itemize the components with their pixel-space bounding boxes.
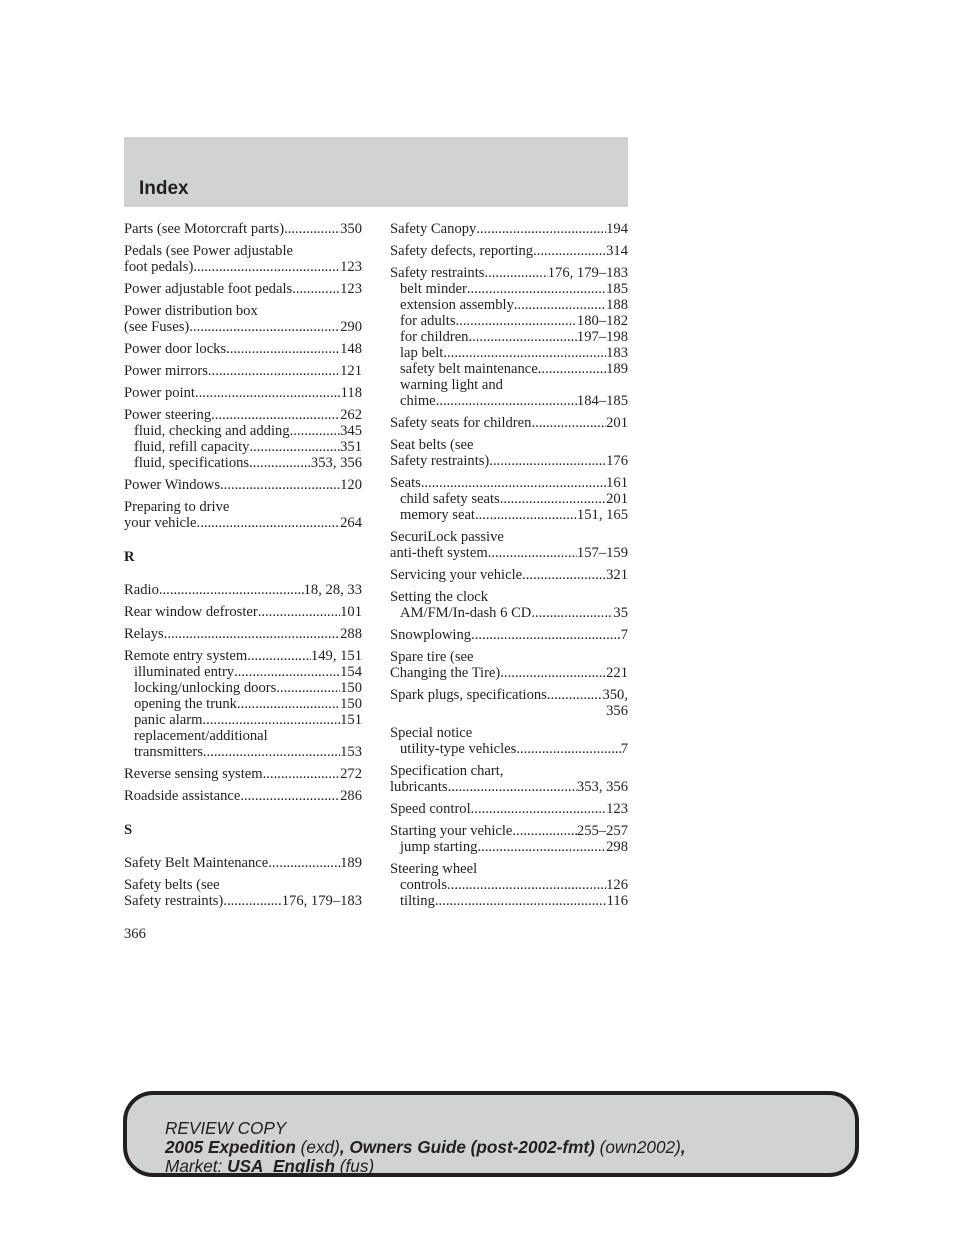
entry-text: Speed control bbox=[390, 801, 471, 817]
index-entry bbox=[124, 604, 362, 620]
page-reference: 353, 356 bbox=[310, 455, 362, 471]
leader-dots bbox=[443, 345, 606, 361]
entry-text: Steering wheel bbox=[390, 861, 478, 877]
entry-text: fluid, checking and adding bbox=[134, 423, 290, 439]
page-reference: 151 bbox=[340, 712, 362, 728]
entry-text: extension assembly bbox=[400, 297, 514, 313]
page-reference: 189 bbox=[606, 361, 628, 377]
leader-dots bbox=[531, 415, 606, 431]
footer-market: USA_English bbox=[227, 1156, 336, 1176]
page-reference: 153 bbox=[340, 744, 362, 760]
page-reference: 356 bbox=[606, 703, 628, 719]
index-subentry bbox=[390, 361, 628, 377]
page-title: Index bbox=[139, 178, 189, 199]
page-reference: 176, 179–183 bbox=[547, 265, 628, 281]
index-entry bbox=[124, 582, 362, 598]
index-entry-line bbox=[390, 475, 628, 491]
page-reference: 350 bbox=[340, 221, 362, 237]
leader-dots bbox=[258, 604, 340, 620]
entry-text: Servicing your vehicle bbox=[390, 567, 523, 583]
entry-text: Power steering bbox=[124, 407, 212, 423]
index-entry-line bbox=[390, 763, 628, 779]
entry-text: Safety Belt Maintenance bbox=[124, 855, 269, 871]
page-reference: 35 bbox=[613, 605, 628, 621]
leader-dots bbox=[220, 477, 340, 493]
index-subentry bbox=[390, 313, 628, 329]
entry-text: Power Windows bbox=[124, 477, 221, 493]
entry-text: opening the trunk bbox=[134, 696, 237, 712]
page-reference: 264 bbox=[340, 515, 362, 531]
page-reference: 314 bbox=[606, 243, 628, 259]
entry-text: Safety seats for children bbox=[390, 415, 532, 431]
leader-dots bbox=[237, 696, 340, 712]
page-reference: 350, bbox=[602, 687, 628, 703]
index-entry bbox=[124, 766, 362, 782]
leader-dots bbox=[512, 823, 577, 839]
index-entry bbox=[390, 861, 628, 909]
index-subentry bbox=[390, 491, 628, 507]
review-copy-footer bbox=[123, 1091, 859, 1177]
entry-text: transmitters bbox=[134, 744, 203, 760]
index-entry-line bbox=[390, 529, 628, 545]
page-reference: 197–198 bbox=[576, 329, 628, 345]
page-reference: 121 bbox=[340, 363, 362, 379]
leader-dots bbox=[223, 893, 281, 909]
index-entry bbox=[390, 437, 628, 469]
leader-dots bbox=[290, 423, 340, 439]
index-entry bbox=[124, 303, 362, 335]
entry-text: Specification chart, bbox=[390, 763, 504, 779]
entry-text: warning light and bbox=[400, 377, 503, 393]
leader-dots bbox=[533, 243, 606, 259]
page-reference: 353, 356 bbox=[576, 779, 628, 795]
page-reference: 148 bbox=[340, 341, 362, 357]
index-column-right bbox=[390, 221, 628, 915]
leader-dots bbox=[211, 407, 340, 423]
entry-text: foot pedals) bbox=[124, 259, 194, 275]
page-reference: 149, 151 bbox=[310, 648, 362, 664]
index-subentry bbox=[390, 893, 628, 909]
entry-text: your vehicle bbox=[124, 515, 197, 531]
leader-dots bbox=[488, 545, 577, 561]
entry-text: anti-theft system bbox=[390, 545, 488, 561]
index-subentry bbox=[390, 839, 628, 855]
index-entry-line bbox=[124, 281, 362, 297]
page-reference: 116 bbox=[606, 893, 628, 909]
index-entry-line bbox=[124, 648, 362, 664]
page-reference: 183 bbox=[606, 345, 628, 361]
index-column-left bbox=[124, 221, 362, 915]
index-entry-line bbox=[390, 589, 628, 605]
index-entry bbox=[124, 243, 362, 275]
page-reference: 272 bbox=[340, 766, 362, 782]
leader-dots bbox=[202, 712, 340, 728]
page-reference: 151, 165 bbox=[576, 507, 628, 523]
index-subentry bbox=[124, 696, 362, 712]
entry-text: Starting your vehicle bbox=[390, 823, 513, 839]
footer-market-code: (fus) bbox=[339, 1156, 375, 1176]
leader-dots bbox=[249, 455, 311, 471]
entry-text: Seat belts (see bbox=[390, 437, 474, 453]
entry-text: replacement/additional bbox=[134, 728, 268, 744]
leader-dots bbox=[268, 855, 340, 871]
index-subentry bbox=[390, 877, 628, 893]
leader-dots bbox=[448, 779, 577, 795]
index-entry-line bbox=[124, 766, 362, 782]
page-reference: 189 bbox=[340, 855, 362, 871]
leader-dots bbox=[475, 507, 577, 523]
entry-text: Spark plugs, specifications bbox=[390, 687, 547, 703]
header-band bbox=[124, 137, 628, 207]
entry-text: Parts (see Motorcraft parts) bbox=[124, 221, 285, 237]
page-reference: 123 bbox=[340, 259, 362, 275]
entry-text: child safety seats bbox=[400, 491, 500, 507]
index-entry bbox=[390, 529, 628, 561]
index-subentry bbox=[124, 712, 362, 728]
index-entry bbox=[124, 281, 362, 297]
footer-review-copy: REVIEW COPY bbox=[165, 1118, 287, 1138]
index-entry-line bbox=[124, 877, 362, 893]
index-entry bbox=[390, 687, 628, 719]
index-entry-line bbox=[124, 319, 362, 335]
leader-dots bbox=[203, 744, 340, 760]
entry-text: Radio bbox=[124, 582, 159, 598]
leader-dots bbox=[197, 515, 341, 531]
entry-text: lap belt bbox=[400, 345, 444, 361]
index-subentry bbox=[124, 664, 362, 680]
index-entry bbox=[390, 801, 628, 817]
entry-text: belt minder bbox=[400, 281, 467, 297]
index-entry-line bbox=[124, 243, 362, 259]
leader-dots bbox=[467, 281, 606, 297]
index-entry-line bbox=[124, 788, 362, 804]
page-reference: 201 bbox=[606, 415, 628, 431]
leader-dots bbox=[208, 363, 340, 379]
entry-text: fluid, specifications bbox=[134, 455, 250, 471]
index-entry-line bbox=[124, 604, 362, 620]
page-reference: 185 bbox=[606, 281, 628, 297]
entry-text: Rear window defroster bbox=[124, 604, 258, 620]
page-reference: 180–182 bbox=[576, 313, 628, 329]
leader-dots bbox=[522, 567, 606, 583]
index-subentry bbox=[124, 423, 362, 439]
index-entry-line bbox=[390, 823, 628, 839]
footer-guide: , Owners Guide (post-2002-fmt) bbox=[339, 1137, 595, 1157]
entry-text: for children bbox=[400, 329, 469, 345]
index-entry bbox=[390, 725, 628, 757]
index-entry bbox=[124, 626, 362, 642]
leader-dots bbox=[435, 893, 607, 909]
leader-dots bbox=[447, 877, 606, 893]
page-reference: 126 bbox=[606, 877, 628, 893]
leader-dots bbox=[531, 605, 613, 621]
page-reference: 351 bbox=[340, 439, 362, 455]
leader-dots bbox=[476, 221, 606, 237]
leader-dots bbox=[276, 680, 340, 696]
entry-text: safety belt maintenance bbox=[400, 361, 538, 377]
entry-text: Spare tire (see bbox=[390, 649, 474, 665]
footer-model: 2005 Expedition bbox=[165, 1137, 296, 1157]
index-entry bbox=[390, 567, 628, 583]
leader-dots bbox=[234, 664, 340, 680]
index-entry bbox=[124, 477, 362, 493]
index-entry-line bbox=[390, 221, 628, 237]
entry-text: Remote entry system bbox=[124, 648, 248, 664]
page-reference: 123 bbox=[340, 281, 362, 297]
index-subentry bbox=[124, 744, 362, 760]
index-entry-line bbox=[390, 861, 628, 877]
index-entry bbox=[390, 823, 628, 855]
leader-dots bbox=[547, 687, 603, 703]
entry-text: Preparing to drive bbox=[124, 499, 230, 515]
index-subentry bbox=[124, 680, 362, 696]
index-entry-line bbox=[124, 477, 362, 493]
section-letter: R bbox=[124, 549, 135, 565]
leader-dots bbox=[489, 453, 606, 469]
index-entry-line bbox=[124, 221, 362, 237]
index-entry-line bbox=[390, 453, 628, 469]
page-number: 366 bbox=[124, 926, 146, 942]
index-entry-line bbox=[124, 893, 362, 909]
index-entry-line bbox=[124, 626, 362, 642]
entry-text: Pedals (see Power adjustable bbox=[124, 243, 293, 259]
index-entry bbox=[124, 648, 362, 760]
page-reference: 188 bbox=[606, 297, 628, 313]
index-entry bbox=[390, 763, 628, 795]
page-reference: 290 bbox=[340, 319, 362, 335]
index-entry-line bbox=[124, 407, 362, 423]
page-reference: 154 bbox=[340, 664, 362, 680]
index-entry-line bbox=[390, 703, 628, 719]
index-entry-line bbox=[390, 665, 628, 681]
index-subentry bbox=[390, 345, 628, 361]
entry-text: controls bbox=[400, 877, 448, 893]
page-reference: 255–257 bbox=[576, 823, 628, 839]
leader-dots bbox=[436, 393, 577, 409]
index-entry bbox=[124, 877, 362, 909]
entry-text: Safety Canopy bbox=[390, 221, 477, 237]
leader-dots bbox=[292, 281, 340, 297]
index-entry bbox=[390, 415, 628, 431]
leader-dots bbox=[468, 329, 576, 345]
index-entry-line bbox=[390, 725, 628, 741]
index-entry-line bbox=[390, 649, 628, 665]
page-reference: 298 bbox=[606, 839, 628, 855]
leader-dots bbox=[471, 801, 606, 817]
section-letter: S bbox=[124, 822, 133, 838]
index-entry-line bbox=[390, 801, 628, 817]
index-entry-line bbox=[124, 499, 362, 515]
entry-text: AM/FM/In-dash 6 CD bbox=[400, 605, 532, 621]
leader-dots bbox=[456, 313, 577, 329]
page-reference: 194 bbox=[606, 221, 628, 237]
leader-dots bbox=[240, 788, 340, 804]
index-entry bbox=[124, 385, 362, 401]
index-entry-line bbox=[124, 515, 362, 531]
index-entry bbox=[390, 243, 628, 259]
entry-text: utility-type vehicles bbox=[400, 741, 517, 757]
entry-text: jump starting bbox=[400, 839, 478, 855]
entry-text: Power door locks bbox=[124, 341, 227, 357]
page-reference: 345 bbox=[340, 423, 362, 439]
leader-dots bbox=[477, 839, 606, 855]
entry-text: locking/unlocking doors bbox=[134, 680, 277, 696]
page-reference: 286 bbox=[340, 788, 362, 804]
page-reference: 176, 179–183 bbox=[281, 893, 362, 909]
footer-model-code: (exd) bbox=[300, 1137, 340, 1157]
index-entry-line bbox=[124, 582, 362, 598]
page-reference: 7 bbox=[620, 741, 628, 757]
page-reference: 288 bbox=[340, 626, 362, 642]
entry-text: Setting the clock bbox=[390, 589, 489, 605]
index-entry-line bbox=[390, 545, 628, 561]
index-subentry bbox=[390, 605, 628, 621]
index-entry-line bbox=[390, 627, 628, 643]
page-reference: 262 bbox=[340, 407, 362, 423]
entry-text: tilting bbox=[400, 893, 435, 909]
entry-text: Safety defects, reporting bbox=[390, 243, 534, 259]
page-reference: 120 bbox=[340, 477, 362, 493]
index-entry-line bbox=[390, 265, 628, 281]
entry-text: Power mirrors bbox=[124, 363, 208, 379]
index-entry-line bbox=[124, 259, 362, 275]
entry-text: Power distribution box bbox=[124, 303, 258, 319]
leader-dots bbox=[471, 627, 621, 643]
page-reference: 101 bbox=[340, 604, 362, 620]
index-entry bbox=[124, 499, 362, 531]
index-entry bbox=[124, 341, 362, 357]
index-entry-line bbox=[390, 243, 628, 259]
index-subentry bbox=[390, 507, 628, 523]
entry-text: Reverse sensing system bbox=[124, 766, 263, 782]
page-reference: 157–159 bbox=[576, 545, 628, 561]
index-entry bbox=[390, 265, 628, 409]
index-entry-line bbox=[124, 385, 362, 401]
entry-text: Special notice bbox=[390, 725, 473, 741]
entry-text: Changing the Tire) bbox=[390, 665, 501, 681]
page-reference: 18, 28, 33 bbox=[303, 582, 362, 598]
footer-market-label: Market: bbox=[165, 1156, 223, 1176]
index-subentry bbox=[390, 281, 628, 297]
entry-text: Relays bbox=[124, 626, 164, 642]
page-reference: 176 bbox=[606, 453, 628, 469]
index-subentry bbox=[390, 329, 628, 345]
index-entry bbox=[124, 855, 362, 871]
leader-dots bbox=[538, 361, 606, 377]
entry-text: Safety belts (see bbox=[124, 877, 220, 893]
index-entry bbox=[124, 363, 362, 379]
index-entry-line bbox=[390, 437, 628, 453]
index-entry-line bbox=[390, 779, 628, 795]
entry-text: Seats bbox=[390, 475, 421, 491]
leader-dots bbox=[500, 665, 606, 681]
entry-text: (see Fuses) bbox=[124, 319, 190, 335]
page-reference: 201 bbox=[606, 491, 628, 507]
leader-dots bbox=[247, 648, 311, 664]
index-entry-line bbox=[124, 363, 362, 379]
index-entry-line bbox=[390, 567, 628, 583]
entry-text: fluid, refill capacity bbox=[134, 439, 250, 455]
leader-dots bbox=[249, 439, 340, 455]
entry-text: Safety restraints) bbox=[124, 893, 224, 909]
leader-dots bbox=[500, 491, 606, 507]
index-entry bbox=[124, 221, 362, 237]
index-subentry bbox=[390, 377, 628, 393]
leader-dots bbox=[193, 259, 340, 275]
leader-dots bbox=[514, 297, 606, 313]
leader-dots bbox=[164, 626, 340, 642]
index-subentry bbox=[390, 393, 628, 409]
page-reference: 161 bbox=[606, 475, 628, 491]
index-entry bbox=[390, 589, 628, 621]
page-reference: 184–185 bbox=[576, 393, 628, 409]
leader-dots bbox=[516, 741, 620, 757]
leader-dots bbox=[226, 341, 340, 357]
leader-dots bbox=[263, 766, 340, 782]
index-entry bbox=[390, 627, 628, 643]
page-reference: 150 bbox=[340, 680, 362, 696]
page-reference: 7 bbox=[620, 627, 628, 643]
index-entry-line bbox=[124, 303, 362, 319]
entry-text: Power point bbox=[124, 385, 195, 401]
index-entry-line bbox=[390, 415, 628, 431]
index-entry bbox=[390, 221, 628, 237]
entry-text: Roadside assistance bbox=[124, 788, 241, 804]
entry-text: Safety restraints bbox=[390, 265, 485, 281]
index-subentry bbox=[124, 439, 362, 455]
leader-dots bbox=[484, 265, 547, 281]
leader-dots bbox=[195, 385, 341, 401]
page-reference: 123 bbox=[606, 801, 628, 817]
entry-text: panic alarm bbox=[134, 712, 203, 728]
index-entry-line bbox=[124, 855, 362, 871]
leader-dots bbox=[284, 221, 340, 237]
index-entry bbox=[390, 649, 628, 681]
index-subentry bbox=[124, 455, 362, 471]
page-reference: 221 bbox=[606, 665, 628, 681]
page-reference: 150 bbox=[340, 696, 362, 712]
entry-text: illuminated entry bbox=[134, 664, 235, 680]
entry-text: Snowplowing bbox=[390, 627, 472, 643]
entry-text: lubricants bbox=[390, 779, 448, 795]
entry-text: Power adjustable foot pedals bbox=[124, 281, 293, 297]
footer-comma: , bbox=[680, 1137, 686, 1157]
entry-text: memory seat bbox=[400, 507, 475, 523]
leader-dots bbox=[421, 475, 606, 491]
page-reference: 118 bbox=[340, 385, 362, 401]
index-entry-line bbox=[390, 687, 628, 703]
index-subentry bbox=[124, 728, 362, 744]
leader-dots bbox=[189, 319, 340, 335]
index-entry-line bbox=[124, 341, 362, 357]
entry-text: chime bbox=[400, 393, 436, 409]
index-entry bbox=[124, 788, 362, 804]
index-entry bbox=[124, 407, 362, 471]
page-reference: 321 bbox=[606, 567, 628, 583]
entry-text: SecuriLock passive bbox=[390, 529, 504, 545]
entry-text: Safety restraints) bbox=[390, 453, 490, 469]
footer-text bbox=[165, 1119, 686, 1176]
leader-dots bbox=[159, 582, 304, 598]
index-subentry bbox=[390, 297, 628, 313]
entry-text: for adults bbox=[400, 313, 456, 329]
index-subentry bbox=[390, 741, 628, 757]
footer-guide-code: (own2002) bbox=[599, 1137, 681, 1157]
index-entry bbox=[390, 475, 628, 523]
